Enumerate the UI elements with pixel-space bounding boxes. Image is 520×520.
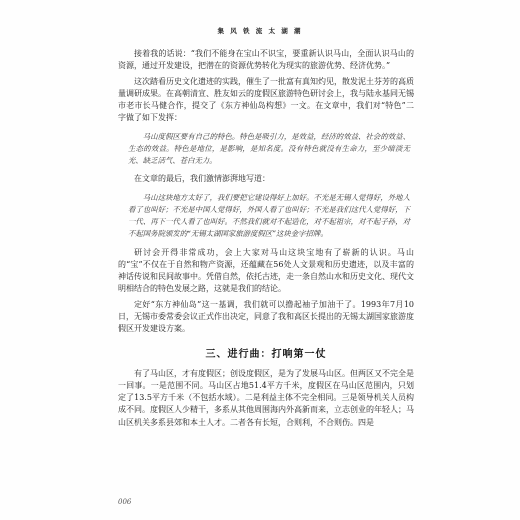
body-paragraph: 定好“东方神仙岛”这一基调，我们就可以撸起袖子加油干了。1993年7月10日，无锡市委常委会议正式作出决定，同意了我和高区长提出的无锡太湖国家旅游度假区开发建设方案。	[118, 299, 414, 334]
page-content	[118, 48, 414, 432]
body-paragraph: 研讨会开得非常成功，会上大家对马山这块宝地有了崭新的认识。马山的“宝”不仅在于自然和物产资源，还蕴藏在56处人文景观和历史遗迹，以及丰富的神话传说和民间故事中。凭借自然，依托古迹，走一条自然山水和历史文化、现代文明相结合的特色发展之路，这就是我们的结论。	[118, 247, 414, 294]
section-heading: 三、进行曲：打响第一仗	[205, 348, 327, 360]
block-quote: 马山这块地方太好了，我们要把它建设得好上加好。不光是无锡人觉得好，外地人看了也叫好；不光是中国人觉得好，外国人看了也叫好；不光是我们这代人觉得好，下一代、再下一代人看了也叫好。不然我们就对不起造化，对不起祖宗，对不起子孙，对不起国务院颁发的“无锡太湖国家旅游度假区”这块金字招牌。	[128, 192, 410, 239]
body-paragraph: 这次踏看历史文化遗迹的实践，催生了一批富有真知灼见，散发泥土芬芳的高质量调研成果。在高朝清宣、胜友如云的度假区旅游特色研讨会上，我与陆永基同无锡市老市长马健合作，提交了《东方神仙岛构想》一文。在文章中，我们对“特色”二字做了如下发挥：	[118, 76, 414, 123]
body-paragraph: 有了马山区，才有度假区；创设度假区，是为了发展马山区。但两区又不完全是一回事。一是范围不同。马山区占地51.4平方千米，度假区在马山区范围内，只划定了13.5平方千米（不包括水域）。二是利益主体不完全相同。三是领导机关人员构成不同。度假区人少精干，多系从其他周围海内外高新而来，立志创业的年轻人；马山区机关多系县郊和本土人才。二者各有长短，合则利，不合则伤。四是	[118, 368, 414, 427]
body-paragraph: 接着我的话说：“我们不能身在宝山不识宝，要重新认识马山，全面认识马山的资源，通过开发建设，把潜在的资源优势转化为现实的旅游优势、经济优势。”	[118, 49, 414, 71]
block-quote: 马山度假区要有自己的特色。特色是吸引力，是效益，经济的效益、社会的效益、生态的效益。特色是地位，是影响，是知名度。没有特色就没有生命力，至少暗淡无光、缺乏活气、苍白无力。	[128, 131, 410, 166]
body-paragraph: 在文章的最后，我们激情澎湃地写道：	[134, 174, 270, 184]
page-number: 006	[118, 498, 132, 506]
running-title: 集 风 铁 流 太 湖 潮	[217, 27, 303, 35]
